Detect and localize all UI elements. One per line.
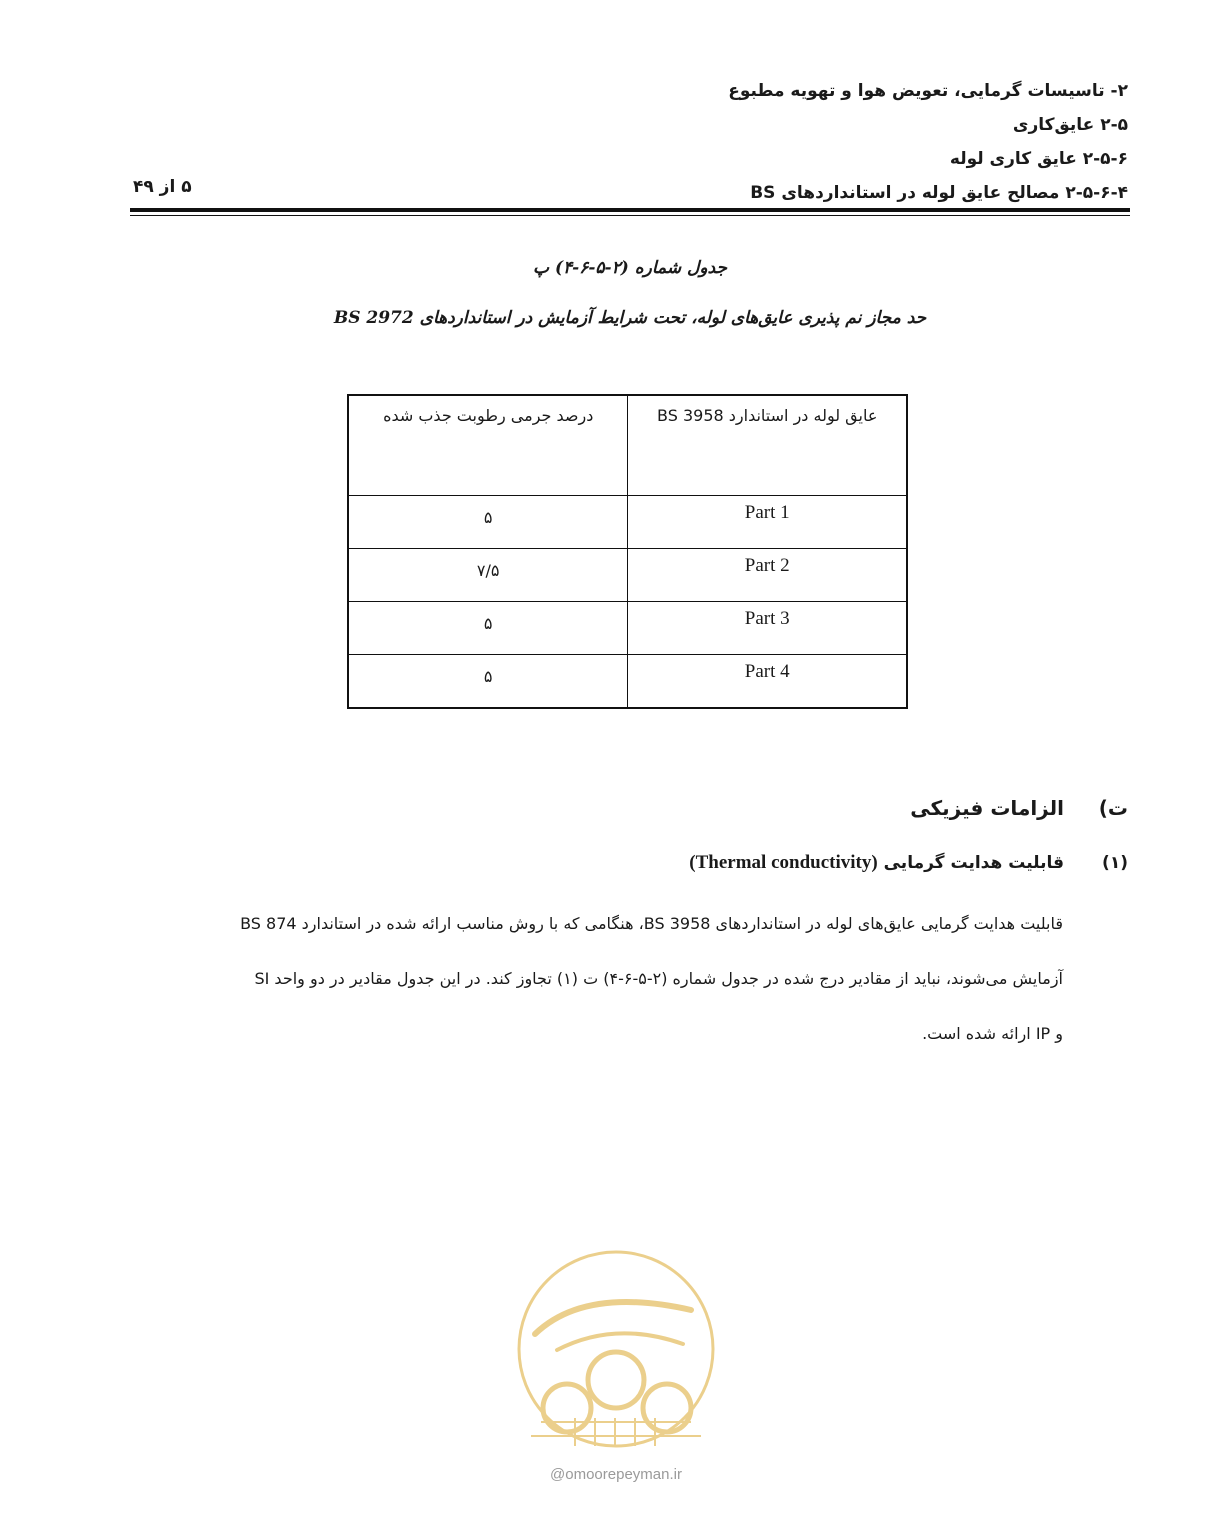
watermark-seal [515, 1248, 717, 1450]
table-header-row [348, 395, 907, 496]
table-cell-value-text: ۵ [483, 508, 493, 527]
header-divider [130, 208, 1130, 212]
paragraph-line: آزمایش می‌شوند، نباید از مقادیر درج شده در جدول شماره (۲-۵-۶-۴) ت (۱) تجاوز کند. در این جدول مقادیر در دو واحد SI [254, 969, 1063, 988]
header-divider-thin [130, 215, 1130, 216]
table-row [348, 496, 907, 549]
table-title: جدول شماره (۲-۵-۶-۴) پ [533, 258, 727, 278]
paragraph-line: و IP ارائه شده است. [922, 1024, 1063, 1043]
table-subtitle: حد مجاز نم پذیری عایق‌های لوله، تحت شرایط آزمایش در استانداردهای BS 2972 [333, 308, 927, 328]
section-title: الزامات فیزیکی [910, 796, 1064, 820]
section-marker: ت) [1098, 796, 1128, 820]
table-cell-part: Part 3 [628, 602, 907, 655]
table-cell-part: Part 1 [628, 496, 907, 549]
subsection-marker: (۱) [1102, 853, 1128, 873]
header-topic: ۲-۵-۶-۴ مصالح عایق لوله در استانداردهای BS [750, 183, 1128, 203]
table-cell-value-text: ۵ [483, 614, 493, 633]
table-header-moisture: درصد جرمی رطوبت جذب شده [348, 395, 628, 496]
table-cell-value-text: ۷/۵ [476, 561, 500, 580]
moisture-absorption-table [347, 394, 908, 709]
table-cell-part: Part 2 [628, 549, 907, 602]
subsection-heading [689, 852, 1128, 874]
table-cell-value-text: ۵ [483, 667, 493, 686]
header-section: ۲-۵ عایق‌کاری [1012, 115, 1128, 135]
document-header [428, 74, 1128, 210]
header-subsection: ۲-۵-۶ عایق کاری لوله [949, 149, 1128, 169]
subsection-english-title: (Thermal conductivity) [689, 852, 878, 873]
table-row [348, 602, 907, 655]
table-row [348, 549, 907, 602]
subsection-title: قابلیت هدایت گرمایی [883, 853, 1064, 873]
body-paragraph [123, 896, 1063, 1061]
section-heading [910, 796, 1128, 820]
paragraph-line: قابلیت هدایت گرمایی عایق‌های لوله در استانداردهای BS 3958، هنگامی که با روش مناسب ارائه شده در استاندارد BS 874 [240, 914, 1063, 933]
table-cell-value [348, 549, 628, 602]
table-row [348, 655, 907, 709]
table-cell-value [348, 496, 628, 549]
table-cell-value [348, 655, 628, 709]
table-cell-part: Part 4 [628, 655, 907, 709]
page-number: ۵ از ۴۹ [133, 177, 192, 197]
table-cell-value [348, 602, 628, 655]
table-header-insulation: عایق لوله در استاندارد BS 3958 [628, 395, 907, 496]
seal-graphic [519, 1252, 713, 1446]
header-chapter: ۲- تاسیسات گرمایی، تعویض هوا و تهویه مطبوع [728, 81, 1128, 101]
watermark-caption: @omoorepeyman.ir [550, 1466, 682, 1483]
